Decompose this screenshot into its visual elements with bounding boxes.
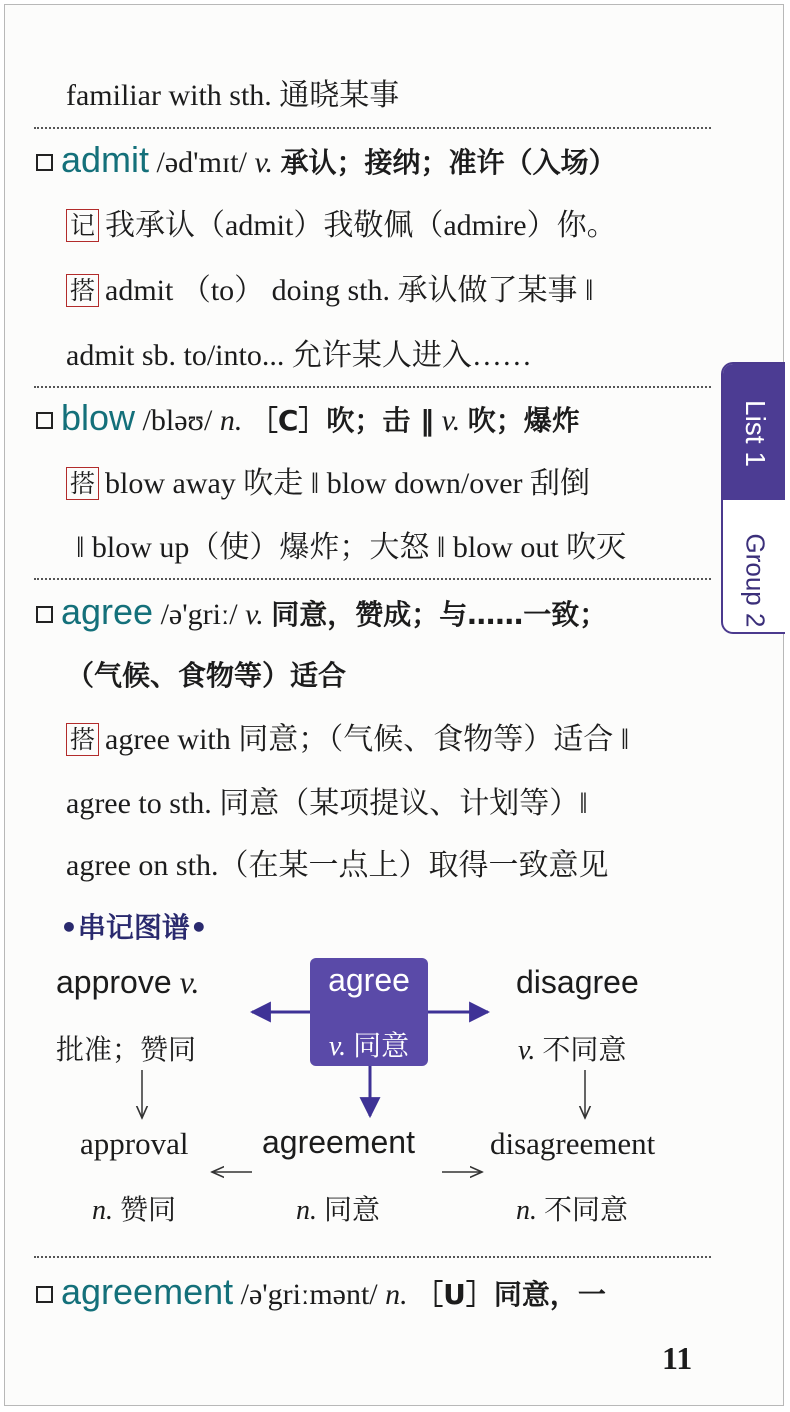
bottom-right-word: disagreement xyxy=(490,1126,656,1161)
separator xyxy=(34,578,711,580)
meaning: ［C］吹；击 ‖ xyxy=(249,404,435,437)
mnemonic-tag: 记 xyxy=(66,209,99,242)
entry-agree xyxy=(36,590,607,637)
headword: blow xyxy=(61,397,136,438)
right-pos: v. xyxy=(518,1035,536,1066)
bottom-center-meaning-row xyxy=(296,1188,380,1228)
entry-blow xyxy=(36,396,580,443)
separator xyxy=(34,127,711,129)
bottom-left-pos: n. xyxy=(92,1195,113,1226)
headword: agreement xyxy=(61,1271,234,1312)
entry-agreement xyxy=(36,1270,606,1317)
meaning-continuation xyxy=(66,656,346,696)
bottom-right-pos: n. xyxy=(516,1195,537,1226)
headword: agree xyxy=(61,591,154,632)
bottom-right-meaning: 不同意 xyxy=(544,1193,629,1226)
bottom-center-pos: n. xyxy=(296,1195,317,1226)
collocation-line xyxy=(66,271,593,311)
collocation-line xyxy=(66,464,590,504)
center-word: agree xyxy=(328,962,410,998)
section-tab[interactable] xyxy=(721,362,785,634)
collocation-text: admit （to） doing sth. 承认做了某事 ‖ xyxy=(105,274,594,307)
phonetic: /ə'griː/ xyxy=(160,598,238,631)
checkbox[interactable] xyxy=(36,606,53,623)
collocation-line: admit sb. to/into... 允许某人进入…… xyxy=(66,339,532,372)
center-meaning-text: 同意 xyxy=(353,1029,410,1062)
left-word: approve xyxy=(56,964,172,1000)
phonetic: /əd'mɪt/ xyxy=(156,146,247,179)
center-pos: v. xyxy=(328,1031,347,1062)
collocation-tag: 搭 xyxy=(66,723,99,756)
bottom-right-meaning-row xyxy=(516,1188,628,1228)
collocation-text: agree with 同意；（气候、食物等）适合 ‖ xyxy=(105,723,630,756)
right-word: disagree xyxy=(516,964,639,1000)
tab-group-label: Group 2 xyxy=(740,533,771,628)
bottom-center-word: agreement xyxy=(262,1124,415,1160)
meaning: （气候、食物等）适合 xyxy=(66,659,347,692)
collocation-line: agree on sth.（在某一点上）取得一致意见 xyxy=(66,849,609,882)
left-pos: v. xyxy=(179,964,200,1000)
collocation-line: ‖ blow up（使）爆炸；大怒 ‖ blow out 吹灭 xyxy=(76,531,627,564)
entry-admit xyxy=(36,138,617,185)
right-meaning: 不同意 xyxy=(542,1033,627,1066)
mnemonic-line xyxy=(66,206,617,246)
checkbox[interactable] xyxy=(36,154,53,171)
diagram-title: •串记图谱• xyxy=(60,911,208,944)
collocation-tag: 搭 xyxy=(66,274,99,307)
part-of-speech: v. xyxy=(254,146,274,179)
part-of-speech: v. xyxy=(441,404,461,437)
continuation-line: familiar with sth. 通晓某事 xyxy=(66,79,400,112)
part-of-speech: n. xyxy=(385,1278,408,1311)
part-of-speech: v. xyxy=(245,598,264,631)
bottom-left-meaning-row xyxy=(92,1188,176,1228)
collocation-tag: 搭 xyxy=(66,467,99,500)
page-number: 11 xyxy=(662,1340,693,1376)
right-meaning-row xyxy=(518,1028,626,1068)
collocation-line: agree to sth. 同意（某项提议、计划等）‖ xyxy=(66,787,588,820)
collocation-text: blow away 吹走 ‖ blow down/over 刮倒 xyxy=(105,467,591,500)
headword: admit xyxy=(61,139,150,180)
separator xyxy=(34,1256,711,1258)
left-node xyxy=(56,964,199,1001)
meaning: 承认；接纳；准许（入场） xyxy=(280,146,617,179)
checkbox[interactable] xyxy=(36,1286,53,1303)
bottom-left-meaning: 赞同 xyxy=(120,1193,177,1226)
tab-list-label: List 1 xyxy=(740,400,771,467)
separator xyxy=(34,386,711,388)
mnemonic-text: 我承认（admit）我敬佩（admire）你。 xyxy=(105,209,617,242)
center-meaning xyxy=(310,1024,428,1064)
checkbox[interactable] xyxy=(36,412,53,429)
meaning: 吹；爆炸 xyxy=(467,404,580,437)
meaning: 同意，赞成；与……一致； xyxy=(271,598,608,631)
left-meaning: 批准；赞同 xyxy=(56,1033,197,1066)
bottom-left-word: approval xyxy=(80,1126,189,1161)
part-of-speech: n. xyxy=(219,404,243,437)
phonetic: /ə'griːmənt/ xyxy=(240,1278,378,1311)
collocation-line xyxy=(66,720,629,760)
bottom-center-meaning: 同意 xyxy=(324,1193,381,1226)
meaning: ［U］同意，一 xyxy=(415,1278,606,1311)
phonetic: /bləʊ/ xyxy=(142,404,213,437)
